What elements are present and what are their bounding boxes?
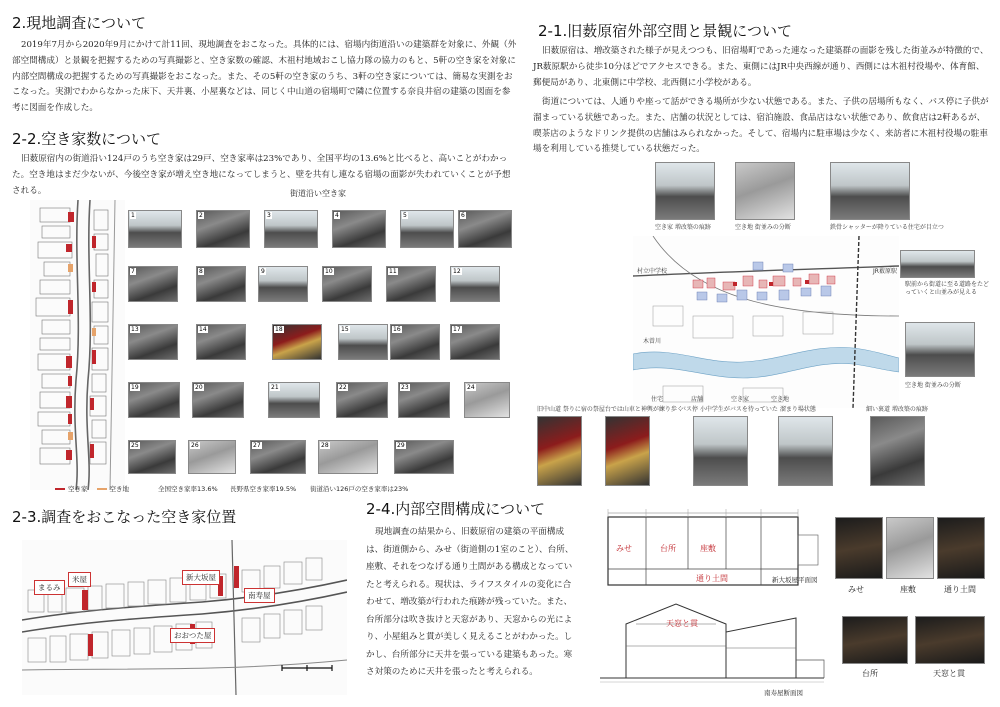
- label-ootsutaya: おおつた屋: [170, 628, 215, 643]
- town-map-svg: [633, 236, 899, 408]
- room-zashiki: 座敷: [700, 544, 716, 553]
- vacant-photo: 29: [394, 440, 454, 474]
- caption-c7: 旧中山道 祭りに宿の祭屋台では山車と神輿が練り歩く: [537, 406, 683, 413]
- vacant-photo: 3: [264, 210, 318, 248]
- street-photo: [655, 162, 715, 220]
- vacant-photo: 13: [128, 324, 178, 360]
- legend-lot: 空き地: [109, 485, 129, 493]
- survey-location-map-svg: [22, 540, 347, 695]
- caption-c3: 鉄骨シャッターが降りている住宅が目立つ: [830, 224, 944, 231]
- para-2-1a: 旧薮原宿は、増改築された様子が見えつつも、旧宿場町であった連なった建築群の面影を残した街並みが特徴的で、JR薮原駅から徒歩10分ほどでアクセスできる。また、東側にはJR中央西線が通り、西側には木祖村役場や、体育館、郵便局があり、北東側に中学校、北西側に小学校がある。: [533, 46, 989, 88]
- town-map: [633, 236, 899, 408]
- station-photo: [900, 250, 975, 278]
- heading-2: 2.現地調査について: [12, 14, 147, 32]
- vacant-photo: 22: [336, 382, 388, 418]
- festival-photo: [605, 416, 650, 486]
- label-minamikotobukiya: 南寿屋: [244, 588, 275, 603]
- vacant-photo: 20: [192, 382, 244, 418]
- map-legend-2: 店舗: [691, 396, 704, 403]
- stat-street: 街道沿い126戸の空き家率は23%: [310, 485, 409, 493]
- street-photo: [735, 162, 795, 220]
- caption-c4: JR薮原駅: [873, 268, 897, 275]
- vacant-photo: 19: [128, 382, 180, 418]
- heading-2-1: 2-1.旧薮原宿外部空間と景観について: [538, 22, 792, 40]
- legend-swatch-lot: [97, 488, 107, 490]
- interior-caption-2: 通り土間: [944, 585, 976, 594]
- caption-c6: 空き地 街並みの分断: [905, 382, 961, 389]
- vacant-photo: 9: [258, 266, 308, 302]
- interior-caption-4: 天窓と貫: [933, 669, 965, 678]
- vacant-house-map-svg: [30, 200, 125, 490]
- interior-photo-zashiki: [886, 517, 934, 579]
- vacant-photo: 15: [338, 324, 388, 360]
- vacant-photo: 27: [250, 440, 306, 474]
- vacant-photo: 14: [196, 324, 246, 360]
- para-2-4: 現地調査の結果から、旧薮原宿の建築の平面構成は、街道側から、みせ（街道側の1室のこと）、台所、座敷、それをつなげる通り土間がある構成となっていたと考えられる。現状は、ライフスタイルの変化に合わせて、増改築が行われた痕跡が残っていた。また、台所部分は吹き抜けと天窓があり、天窓からの光により、小屋組みと貫が美しく見えることがわかった。しかし、台所部分に天井を張っている建築もあった。寒さ対策のために天井を張ったと考えられる。: [366, 527, 574, 677]
- street-photo: [830, 162, 910, 220]
- map-legend-3: 空き家: [731, 396, 750, 403]
- legend-swatch-vacant: [55, 488, 65, 490]
- room-daidokoro: 台所: [660, 544, 676, 553]
- vacant-photo: 16: [390, 324, 440, 360]
- room-mise: みせ: [616, 544, 632, 553]
- vacant-photo: 24: [464, 382, 510, 418]
- room-doma: 通り土間: [696, 574, 728, 583]
- vacant-photo: 23: [398, 382, 450, 418]
- caption-c1: 空き家 増改築の痕跡: [655, 224, 711, 231]
- vacant-photo: 6: [458, 210, 512, 248]
- vacant-photo: 17: [450, 324, 500, 360]
- interior-caption-0: みせ: [848, 585, 864, 594]
- street-photo: [905, 322, 975, 377]
- vacant-photo: 21: [268, 382, 320, 418]
- vacant-photo: 8: [196, 266, 246, 302]
- vacant-photos-title: 街道沿い空き家: [290, 189, 346, 198]
- heading-2-4: 2-4.内部空間構成について: [366, 500, 545, 518]
- vacant-photo: 1: [128, 210, 182, 248]
- survey-location-map: [22, 540, 347, 695]
- para-2: 2019年7月から2020年9月にかけて計11回、現地調査をおこなった。具体的には、宿場内街道沿いの建築群を対象に、外観（外部空間構成）と景観を把握するための写真撮影と、空き家数の確認、木祖村地域おこし協力隊の協力のもと、5軒の空き家を対象に内部空間構成の把握するための写真撮影をおこなった。また、その5軒の空き家のうち、3軒の空き家については、簡易な実測をおこなった。実測でわからなかった床下、天井裏、小屋裏などは、同じく中山道の宿場町で隣に位置する奈良井宿の建築の図面を参考に図面を作成した。: [12, 40, 517, 114]
- map-legend-1: 住宅: [651, 396, 664, 403]
- interior-photo-mise: [835, 517, 883, 579]
- heading-2-3: 2-3.調査をおこなった空き家位置: [12, 508, 237, 526]
- label-shinoosakaya: 新大坂屋: [182, 570, 220, 585]
- interior-caption-3: 台所: [862, 669, 878, 678]
- label-komeya: 米屋: [68, 572, 91, 587]
- caption-c9: 細い裏道 増改築の痕跡: [866, 406, 928, 413]
- section-label: 天窓と貫: [666, 619, 698, 628]
- stat-pref: 長野県空き家率19.5%: [230, 485, 297, 493]
- caption-c8: バス停 小中学生がバスを待っていた 溜まり場状態: [680, 406, 816, 413]
- vacant-photo: 4: [332, 210, 386, 248]
- section-drawing-svg: [596, 598, 828, 688]
- section-title: 南寿屋断面図: [764, 689, 803, 697]
- vacant-photo: 26: [188, 440, 236, 474]
- section-drawing: [596, 598, 828, 688]
- backstreet-photo: [870, 416, 925, 486]
- heading-2-2: 2-2.空き家数について: [12, 130, 161, 148]
- legend-vacant: 空き家: [68, 485, 88, 493]
- busstop-photo: [693, 416, 748, 486]
- vacant-photo: 25: [128, 440, 176, 474]
- map-river-label: 木曽川: [643, 338, 662, 345]
- stat-national: 全国空き家率13.6%: [158, 485, 218, 493]
- para-2-2: 旧薮原宿内の街道沿い124戸のうち空き家は29戸、空き家率は23%であり、全国平均の13.6%と比べると、高いことがわかった。空き地はまだ少ないが、今後空き家が増え空き地になってしまうと、壁を共有し連なる宿場の面影が失われていくことが予想される。: [12, 154, 511, 196]
- map-legend-4: 空き地: [771, 396, 790, 403]
- vacant-photo: 10: [322, 266, 372, 302]
- vacant-house-map: [30, 200, 125, 490]
- vacant-photo: 5: [400, 210, 454, 248]
- interior-photo-doma: [937, 517, 985, 579]
- vacant-photo: 7: [128, 266, 178, 302]
- interior-photo-skylight: [915, 616, 985, 664]
- map-legend: [55, 484, 129, 493]
- label-marumi: まるみ: [34, 580, 65, 595]
- vacant-photo-grid: [128, 210, 513, 480]
- vacant-photo: 18: [272, 324, 322, 360]
- plan-title: 新大坂屋平面図: [772, 576, 818, 584]
- vacant-photo: 2: [196, 210, 250, 248]
- festival-photo: [537, 416, 582, 486]
- busstop-photo: [778, 416, 833, 486]
- interior-caption-1: 座敷: [900, 585, 916, 594]
- para-2-1b: 街道については、人通りや座って話ができる場所が少ない状態である。また、子供の居場所もなく、バス停に子供が溜まっている状態であった。また、店舗の状況としては、宿泊施設、食品店はない状態であり、飲食店は2軒あるが、喫茶店のようなドリンク提供の店舗はみられなかった。そして、宿場内に駐車場は少なく、来訪者に木祖村役場の駐車場を利用している推奨している状態だった。: [533, 97, 989, 155]
- caption-c2: 空き地 街並みの分断: [735, 224, 791, 231]
- vacant-photo: 28: [318, 440, 378, 474]
- caption-c5: 駅前から街道に至る道路をたどっていくと山並みが見える: [905, 281, 990, 296]
- map-school-label: 村立中学校: [637, 268, 668, 275]
- interior-photo-daidokoro: [842, 616, 908, 664]
- vacant-photo: 12: [450, 266, 500, 302]
- vacant-photo: 11: [386, 266, 436, 302]
